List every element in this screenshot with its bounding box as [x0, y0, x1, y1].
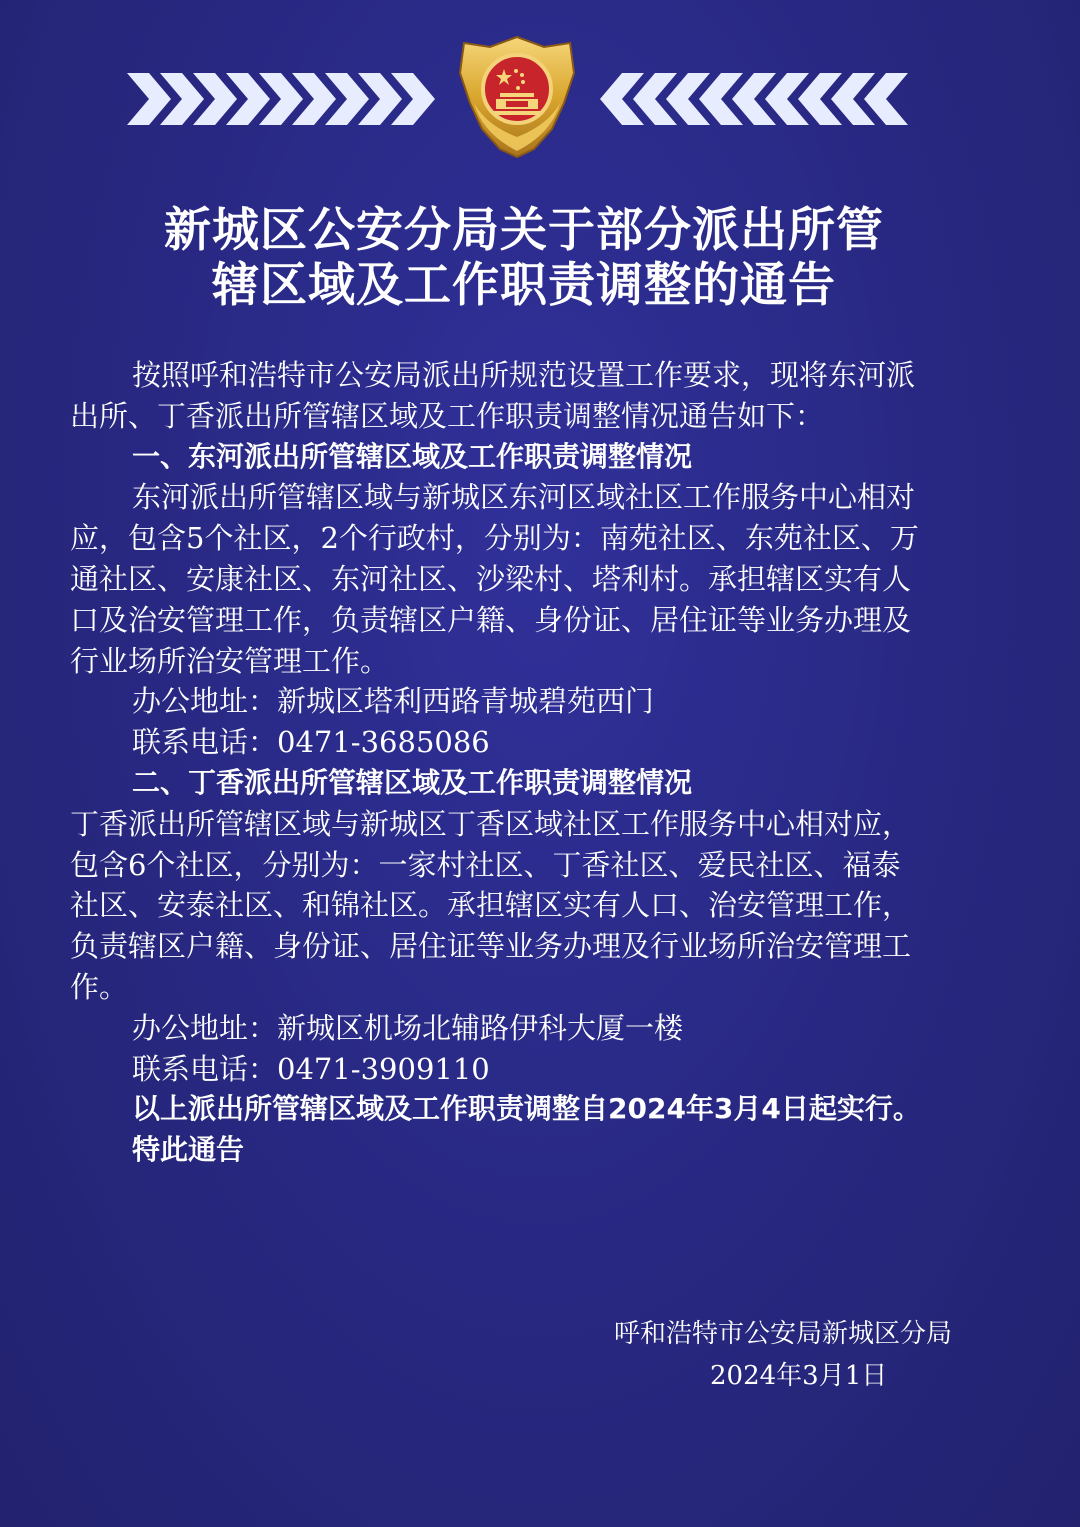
page-title-line2: 辖区域及工作职责调整的通告 [212, 258, 836, 313]
section2-line: 社区、安泰社区、和锦社区。承担辖区实有人口、治安管理工作， [70, 888, 912, 923]
section1-phone: 联系电话：0471-3685086 [132, 725, 490, 760]
signature-date: 2024年3月1日 [710, 1361, 888, 1391]
section2-address: 办公地址：新城区机场北辅路伊科大厦一楼 [132, 1010, 684, 1045]
section2-phone: 联系电话：0471-3909110 [132, 1051, 490, 1086]
chevron-stripes-left-icon [127, 73, 435, 125]
section1-line: 口及治安管理工作，负责辖区户籍、身份证、居住证等业务办理及 [70, 602, 912, 637]
intro-line: 出所、丁香派出所管辖区域及工作职责调整情况通告如下： [70, 398, 825, 433]
section1-address: 办公地址：新城区塔利西路青城碧苑西门 [132, 684, 655, 719]
section2-line: 包含6个社区，分别为：一家村社区、丁香社区、爱民社区、福泰 [70, 847, 901, 882]
signature-org: 呼和浩特市公安局新城区分局 [614, 1319, 953, 1349]
section2-line: 作。 [70, 969, 129, 1004]
section2-heading: 二、丁香派出所管辖区域及工作职责调整情况 [132, 765, 693, 799]
police-emblem-icon [452, 33, 582, 161]
section2-line: 负责辖区户籍、身份证、居住证等业务办理及行业场所治安管理工 [70, 929, 912, 964]
section1-heading: 一、东河派出所管辖区域及工作职责调整情况 [132, 439, 693, 473]
closing-statement: 特此通告 [132, 1133, 245, 1167]
section1-line: 东河派出所管辖区域与新城区东河区域社区工作服务中心相对 [132, 480, 916, 515]
intro-line: 按照呼和浩特市公安局派出所规范设置工作要求，现将东河派 [132, 358, 916, 392]
effective-date-statement: 以上派出所管辖区域及工作职责调整自2024年3月4日起实行。 [132, 1092, 921, 1126]
section1-line: 通社区、安康社区、东河社区、沙梁村、塔利村。承担辖区实有人 [70, 561, 912, 596]
notice-body [70, 355, 1010, 1171]
section1-line: 行业场所治安管理工作。 [70, 643, 390, 678]
section2-line: 丁香派出所管辖区域与新城区丁香区域社区工作服务中心相对应， [70, 806, 912, 841]
chevron-stripes-right-icon [600, 73, 910, 125]
page-title-line1: 新城区公安分局关于部分派出所管 [164, 203, 884, 258]
section1-line: 应，包含5个社区，2个行政村，分别为：南苑社区、东苑社区、万 [70, 521, 919, 556]
